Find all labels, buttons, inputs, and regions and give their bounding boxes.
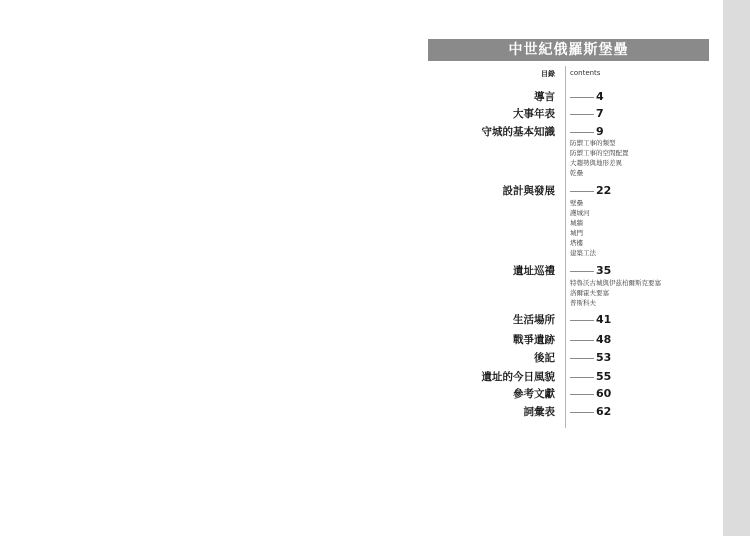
toc-chapter-title[interactable]: 設計與發展 — [502, 185, 555, 197]
toc-subitem[interactable]: 塔樓 — [570, 239, 583, 247]
toc-subitem[interactable]: 城門 — [570, 229, 583, 237]
toc-chapter-title[interactable]: 守城的基本知識 — [481, 126, 555, 138]
toc-page-entry[interactable] — [570, 107, 604, 121]
toc-chapter-title[interactable]: 遺址的今日風貌 — [481, 371, 555, 383]
toc-subitem[interactable]: 特魯沃古城與伊茲柏爾斯克要塞 — [570, 279, 661, 287]
page-number: 4 — [596, 90, 604, 103]
page-number: 62 — [596, 405, 612, 418]
toc-chapter-title[interactable]: 遺址巡禮 — [513, 265, 555, 277]
toc-subitem[interactable]: 防禦工事的類型 — [570, 139, 616, 147]
leader-line — [570, 320, 594, 321]
book-title: 中世紀俄羅斯堡壘 — [428, 39, 709, 61]
toc-chapter-title[interactable]: 詞彙表 — [523, 406, 555, 418]
leader-line — [570, 358, 594, 359]
toc-subitem[interactable]: 壁壘 — [570, 199, 583, 207]
page-number: 60 — [596, 387, 612, 400]
page-number: 48 — [596, 333, 612, 346]
page-number: 35 — [596, 264, 612, 277]
toc-page-entry[interactable] — [570, 405, 611, 419]
toc-chapter-title[interactable]: 後記 — [534, 352, 555, 364]
toc-page-entry[interactable] — [570, 264, 611, 278]
toc-subitem[interactable]: 大趨勢與地形差異 — [570, 159, 622, 167]
toc-subitem[interactable]: 洛爾霍夫要塞 — [570, 289, 609, 297]
toc-chapter-title[interactable]: 大事年表 — [513, 108, 555, 120]
page-number: 22 — [596, 184, 612, 197]
toc-divider — [565, 66, 566, 428]
leader-line — [570, 114, 594, 115]
toc-chapter-title[interactable]: 生活場所 — [513, 314, 555, 326]
leader-line — [570, 377, 594, 378]
toc-subitem[interactable]: 普斯科夫 — [570, 299, 596, 307]
toc-subitem[interactable]: 護城河 — [570, 209, 590, 217]
toc-page-entry[interactable] — [570, 90, 604, 104]
toc-subitem[interactable]: 乾壘 — [570, 169, 583, 177]
toc-page-entry[interactable] — [570, 333, 611, 347]
toc-page-entry[interactable] — [570, 351, 611, 365]
contents-label: contents — [570, 69, 601, 77]
toc-subitem[interactable]: 城牆 — [570, 219, 583, 227]
leader-line — [570, 271, 594, 272]
leader-line — [570, 191, 594, 192]
toc-chapter-title[interactable]: 參考文獻 — [513, 388, 555, 400]
toc-page-entry[interactable] — [570, 313, 611, 327]
toc-chapter-title[interactable]: 戰爭遺跡 — [513, 334, 555, 346]
toc-page-entry[interactable] — [570, 184, 611, 198]
toc-subitem[interactable]: 建築工法 — [570, 249, 596, 257]
page-number: 9 — [596, 125, 604, 138]
toc-page-entry[interactable] — [570, 370, 611, 384]
page-number: 7 — [596, 107, 604, 120]
toc-page-entry[interactable] — [570, 387, 611, 401]
leader-line — [570, 97, 594, 98]
page-number: 55 — [596, 370, 612, 383]
toc-chapter-title[interactable]: 導言 — [534, 91, 555, 103]
side-scroll-strip[interactable] — [723, 0, 750, 536]
leader-line — [570, 132, 594, 133]
page-number: 53 — [596, 351, 612, 364]
toc-page-entry[interactable] — [570, 125, 604, 139]
leader-line — [570, 412, 594, 413]
leader-line — [570, 394, 594, 395]
page-number: 41 — [596, 313, 612, 326]
leader-line — [570, 340, 594, 341]
toc-label: 目錄 — [541, 70, 555, 78]
toc-subitem[interactable]: 防禦工事的空間配置 — [570, 149, 629, 157]
